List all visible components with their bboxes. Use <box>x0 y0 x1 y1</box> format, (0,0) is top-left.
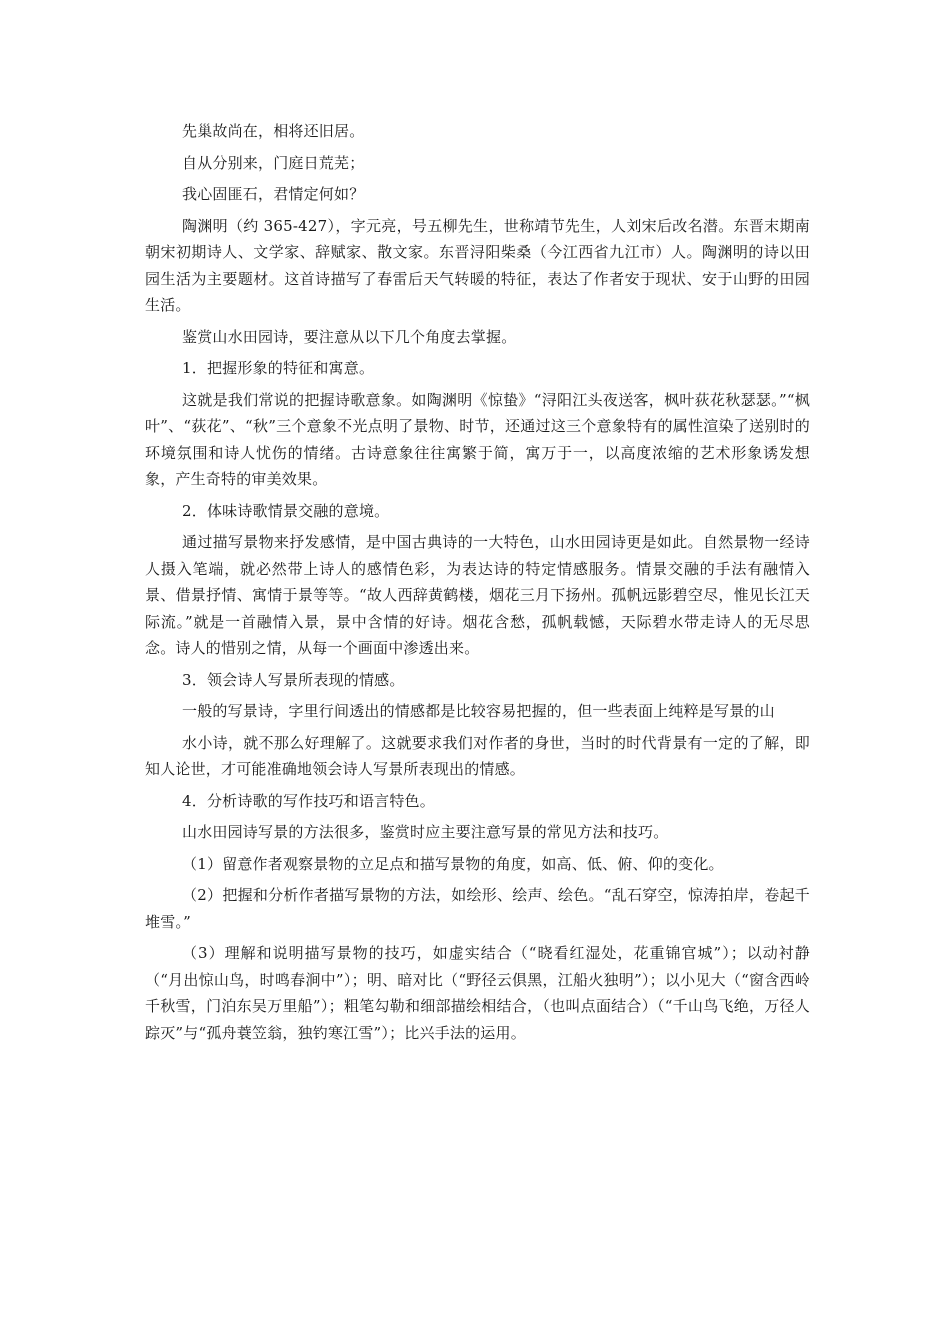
section-heading-2: 2．体味诗歌情景交融的意境。 <box>182 501 390 520</box>
section-2-paragraph: 通过描写景物来抒发感情，是中国古典诗的一大特色，山水田园诗更是如此。自然景物一经诗人摄入笔端，就必然带上诗人的感情色彩，为表达诗的特定情感服务。情景交融的手法有融情入景、借景抒情、寓情于景等等。“故人西辞黄鹤楼，烟花三月下扬州。孤帆远影碧空尽，惟见长江天际流。”就是一首融情入景，景中含情的好诗。烟花含愁，孤帆载憾，天际碧水带走诗人的无尽思念。诗人的惜别之情，从每一个画面中渗透出来。 <box>145 533 810 657</box>
poem-line-1: 先巢故尚在，相将还旧居。 <box>182 122 365 140</box>
section-4-intro: 山水田园诗写景的方法很多，鉴赏时应主要注意写景的常见方法和技巧。 <box>182 823 669 841</box>
poem-line-2: 自从分别来，门庭日荒芜； <box>182 153 365 172</box>
technique-item-2: （2）把握和分析作者描写景物的方法，如绘形、绘声、绘色。“乱石穿空，惊涛拍岸，卷起千堆雪。” <box>145 886 810 931</box>
section-heading-3: 3．领会诗人写景所表现的情感。 <box>182 670 405 689</box>
section-1-paragraph: 这就是我们常说的把握诗歌意象。如陶渊明《惊蛰》“浔阳江头夜送客，枫叶荻花秋瑟瑟。”“枫叶”、“荻花”、“秋”三个意象不光点明了景物、时节，还通过这三个意象特有的属性渲染了送别时的环境氛围和诗人忧伤的情绪。古诗意象往往寓繁于简，寓万于一，以高度浓缩的艺术形象诱发想象，产生奇特的审美效果。 <box>145 390 810 488</box>
document-body <box>145 118 810 1051</box>
appreciation-intro: 鉴赏山水田园诗，要注意从以下几个角度去掌握。 <box>182 327 517 346</box>
author-intro-paragraph: 陶渊明（约 365-427），字元亮，号五柳先生，世称靖节先生，人刘宋后改名潜。东晋末期南朝宋初期诗人、文学家、辞赋家、散文家。东晋浔阳柴桑（今江西省九江市）人。陶渊明的诗以田园生活为主要题材。这首诗描写了春雷后天气转暖的特征，表达了作者安于现状、安于山野的田园生活。 <box>145 216 810 314</box>
section-3-paragraph-b: 水小诗，就不那么好理解了。这就要求我们对作者的身世，当时的时代背景有一定的了解，即知人论世，才可能准确地领会诗人写景所表现出的情感。 <box>145 733 810 778</box>
poem-line-3: 我心固匪石，君情定何如？ <box>182 185 365 203</box>
section-3-paragraph-a: 一般的写景诗，字里行间透出的情感都是比较容易把握的，但一些表面上纯粹是写景的山 <box>182 702 775 720</box>
technique-item-1: （1）留意作者观察景物的立足点和描写景物的角度，如高、低、俯、仰的变化。 <box>182 854 724 873</box>
section-heading-4: 4．分析诗歌的写作技巧和语言特色。 <box>182 791 435 810</box>
technique-item-3: （3）理解和说明描写景物的技巧，如虚实结合（“晓看红湿处，花重锦官城”）；以动衬静（“月出惊山鸟，时鸣春涧中”）；明、暗对比（“野径云俱黑，江船火独明”）；以小见大（“窗含西岭千秋雪，门泊东吴万里船”）；粗笔勾勒和细部描绘相结合，（也叫点面结合）（“千山鸟飞绝，万径人踪灭”与“孤舟蓑笠翁，独钓寒江雪”）；比兴手法的运用。 <box>145 944 810 1042</box>
section-heading-1: 1．把握形象的特征和寓意。 <box>182 359 375 377</box>
